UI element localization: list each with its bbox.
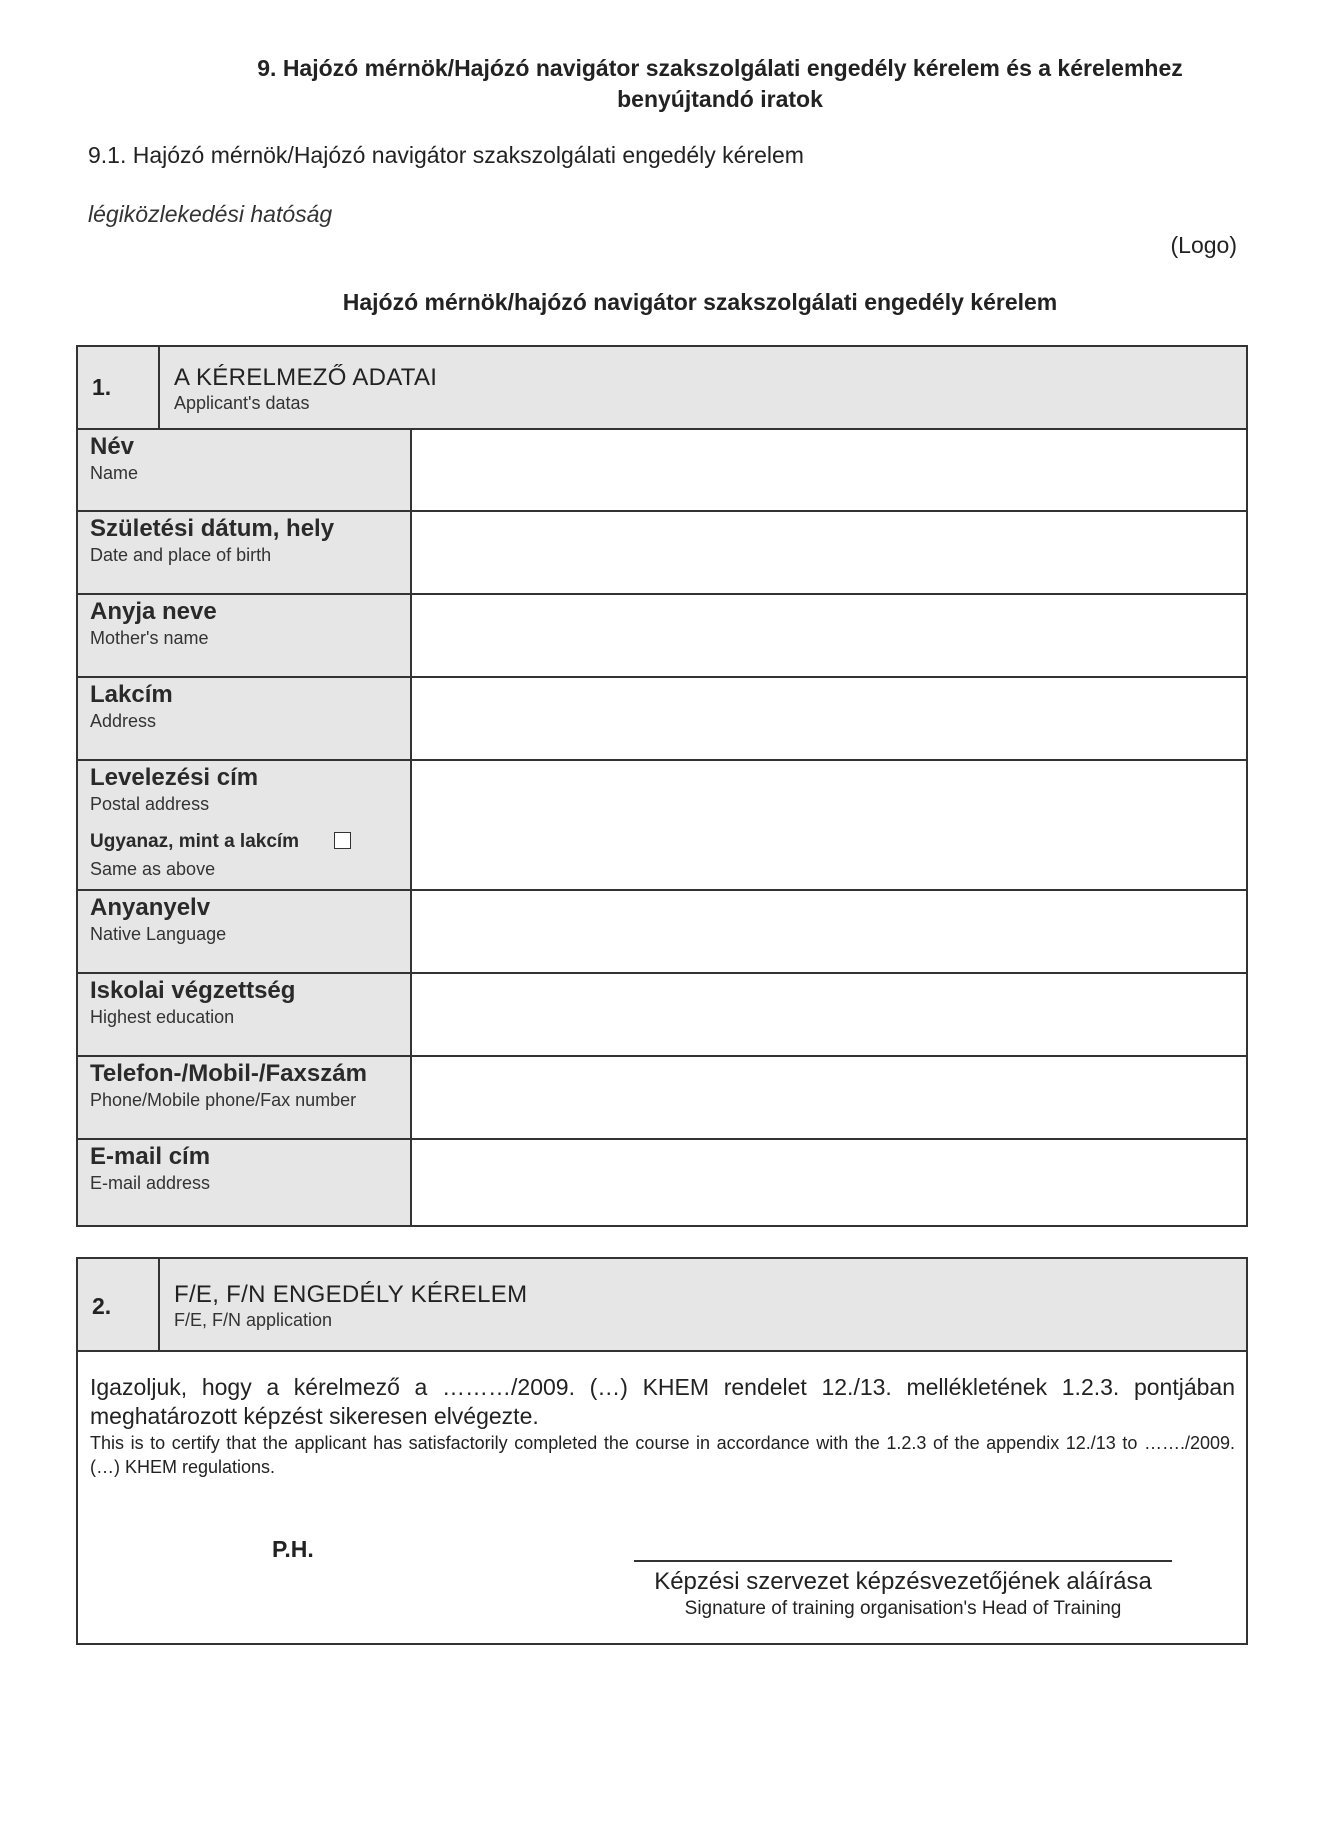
- postal-address-field[interactable]: [412, 761, 1246, 889]
- applicant-data-section: [76, 345, 1248, 1227]
- subheading: 9.1. Hajózó mérnök/Hajózó navigátor szakszolgálati engedély kérelem: [88, 142, 804, 168]
- field-label-en: Date and place of birth: [90, 545, 272, 565]
- field-row-email: [78, 1140, 1246, 1225]
- section-1-header: [78, 347, 1246, 430]
- email-field[interactable]: [412, 1140, 1246, 1225]
- section-number-cell: [78, 1259, 160, 1350]
- field-row-mother: [78, 595, 1246, 678]
- native-language-field[interactable]: [412, 891, 1246, 972]
- field-label: Születési dátum, hely: [90, 515, 335, 542]
- field-label-en: Phone/Mobile phone/Fax number: [90, 1090, 357, 1110]
- section-title-en: F/E, F/N application: [174, 1310, 333, 1330]
- field-label-en: Postal address: [90, 794, 210, 814]
- section-number: 2.: [92, 1293, 112, 1319]
- field-label: Iskolai végzettség: [90, 977, 296, 1004]
- license-application-section: [76, 1257, 1248, 1645]
- field-row-education: [78, 974, 1246, 1057]
- field-label: Anyanyelv: [90, 894, 211, 921]
- field-label-cell: [78, 1140, 412, 1225]
- field-row-postal: [78, 761, 1246, 891]
- field-label-en: E-mail address: [90, 1173, 211, 1193]
- document-heading: 9. Hajózó mérnök/Hajózó navigátor szakszolgálati engedély kérelem és a kérelemhez benyújtandó iratok: [257, 55, 1183, 112]
- field-label-cell: [78, 595, 412, 676]
- signature-line[interactable]: [634, 1560, 1172, 1562]
- field-label-cell: [78, 974, 412, 1055]
- authority-name: légiközlekedési hatóság: [88, 201, 333, 227]
- section-number: 1.: [92, 374, 112, 400]
- education-field[interactable]: [412, 974, 1246, 1055]
- field-label-en: Mother's name: [90, 628, 209, 648]
- field-label: Név: [90, 433, 135, 460]
- same-as-address-label: Ugyanaz, mint a lakcím: [90, 831, 300, 852]
- section-title-en: Applicant's datas: [174, 393, 310, 413]
- field-label: Levelezési cím: [90, 764, 259, 791]
- signature-label: Képzési szervezet képzésvezetőjének aláírása: [654, 1568, 1152, 1595]
- field-label-en: Highest education: [90, 1007, 235, 1027]
- same-as-address-label-en: Same as above: [90, 859, 216, 879]
- form-title: Hajózó mérnök/hajózó navigátor szakszolgálati engedély kérelem: [342, 289, 1058, 315]
- field-row-birth: [78, 512, 1246, 595]
- field-label-cell: [78, 678, 412, 759]
- field-label-en: Address: [90, 711, 157, 731]
- field-label-cell: [78, 512, 412, 593]
- same-as-address-checkbox[interactable]: [334, 832, 351, 849]
- section-title: F/E, F/N ENGEDÉLY KÉRELEM: [174, 1281, 528, 1308]
- field-row-address: [78, 678, 1246, 761]
- field-row-name: [78, 430, 1246, 512]
- field-label: Anyja neve: [90, 598, 217, 625]
- mother-name-field[interactable]: [412, 595, 1246, 676]
- field-row-phone: [78, 1057, 1246, 1140]
- field-label-cell: [78, 891, 412, 972]
- section-number-cell: [78, 347, 160, 428]
- section-title: A KÉRELMEZŐ ADATAI: [174, 364, 438, 391]
- field-label-en: Native Language: [90, 924, 227, 944]
- field-label-cell: [78, 761, 412, 889]
- field-label: E-mail cím: [90, 1143, 211, 1170]
- section-2-header: [78, 1259, 1246, 1352]
- field-label: Lakcím: [90, 681, 173, 708]
- name-field[interactable]: [412, 430, 1246, 510]
- field-label-cell: [78, 430, 412, 510]
- logo-placeholder: (Logo): [1170, 232, 1237, 258]
- birth-date-place-field[interactable]: [412, 512, 1246, 593]
- certification-text-en: This is to certify that the applicant has satisfactorily completed the course in accordance with the 1.2.3 of the appendix 12./13 to ……./2009. (…) KHEM regulations.: [90, 1433, 1235, 1477]
- certification-text: Igazoljuk, hogy a kérelmező a ………/2009. (…) KHEM rendelet 12./13. mellékletének 1.2.3. pontjában meghatározott képzést sikeresen elvégezte.: [90, 1374, 1235, 1429]
- stamp-placeholder: P.H.: [272, 1536, 314, 1562]
- signature-label-en: Signature of training organisation's Head of Training: [684, 1598, 1122, 1619]
- field-label-cell: [78, 1057, 412, 1138]
- field-label: Telefon-/Mobil-/Faxszám: [90, 1060, 367, 1087]
- address-field[interactable]: [412, 678, 1246, 759]
- field-label-en: Name: [90, 463, 139, 483]
- field-row-language: [78, 891, 1246, 974]
- phone-field[interactable]: [412, 1057, 1246, 1138]
